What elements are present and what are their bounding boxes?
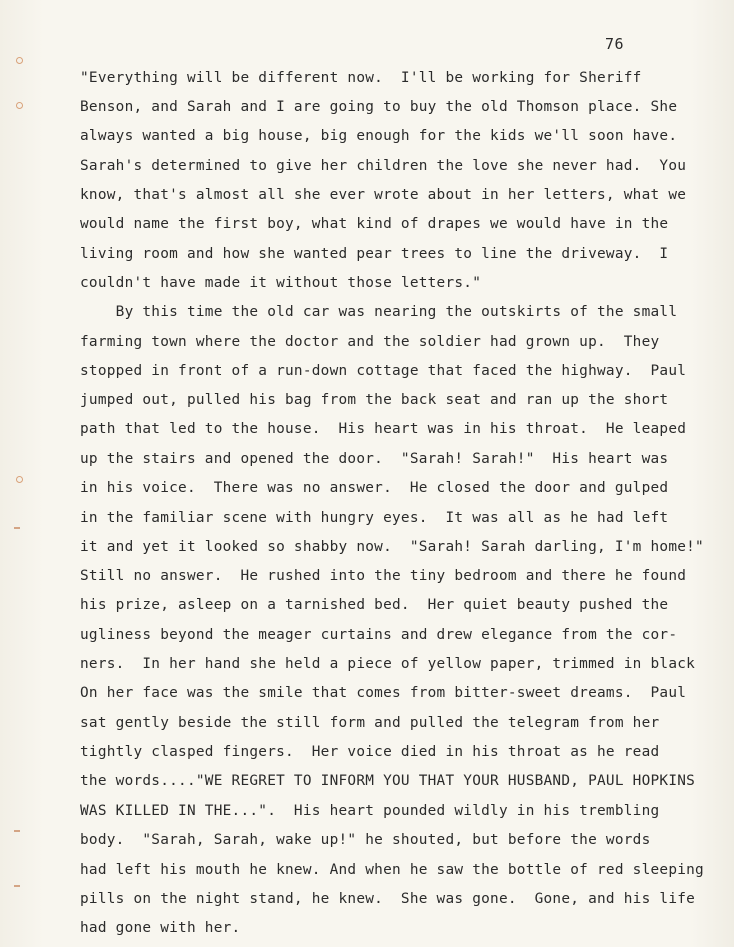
text-line: had left his mouth he knew. And when he saw the bottle of red sleeping (80, 862, 704, 878)
text-line: WAS KILLED IN THE...". His heart pounded wildly in his trembling (80, 803, 660, 819)
text-line: in his voice. There was no answer. He closed the door and gulped (80, 480, 669, 496)
text-line: it and yet it looked so shabby now. "Sarah! Sarah darling, I'm home!" (80, 539, 704, 555)
text-line: Still no answer. He rushed into the tiny bedroom and there he found (80, 568, 687, 584)
text-line: couldn't have made it without those letters." (80, 275, 482, 291)
text-line: ugliness beyond the meager curtains and drew elegance from the cor- (80, 627, 678, 643)
margin-dash-mark (14, 527, 20, 529)
text-line: his prize, asleep on a tarnished bed. Her quiet beauty pushed the (80, 597, 669, 613)
margin-punch-mark (16, 476, 23, 483)
text-line: ners. In her hand she held a piece of yellow paper, trimmed in black (80, 656, 696, 672)
text-line: jumped out, pulled his bag from the back seat and ran up the short (80, 392, 669, 408)
text-line: living room and how she wanted pear trees to line the driveway. I (80, 246, 669, 262)
text-line: path that led to the house. His heart was in his throat. He leaped (80, 421, 687, 437)
text-line: the words...."WE REGRET TO INFORM YOU THAT YOUR HUSBAND, PAUL HOPKINS (80, 773, 696, 789)
text-line: tightly clasped fingers. Her voice died in his throat as he read (80, 744, 660, 760)
margin-punch-mark (16, 57, 23, 64)
text-line: body. "Sarah, Sarah, wake up!" he shouted, but before the words (80, 832, 651, 848)
text-line: sat gently beside the still form and pulled the telegram from her (80, 715, 660, 731)
text-line: "Everything will be different now. I'll be working for Sheriff (80, 70, 642, 86)
text-line: would name the first boy, what kind of drapes we would have in the (80, 216, 669, 232)
text-line: always wanted a big house, big enough for the kids we'll soon have. (80, 128, 678, 144)
margin-dash-mark (14, 830, 20, 832)
text-line: Benson, and Sarah and I are going to buy the old Thomson place. She (80, 99, 678, 115)
text-line: know, that's almost all she ever wrote about in her letters, what we (80, 187, 687, 203)
text-line: pills on the night stand, he knew. She was gone. Gone, and his life (80, 891, 696, 907)
margin-dash-mark (14, 885, 20, 887)
margin-punch-mark (16, 102, 23, 109)
text-line: Sarah's determined to give her children the love she never had. You (80, 158, 687, 174)
text-line: stopped in front of a run-down cottage that faced the highway. Paul (80, 363, 687, 379)
text-line: On her face was the smile that comes from bitter-sweet dreams. Paul (80, 685, 687, 701)
text-line: By this time the old car was nearing the outskirts of the small (80, 304, 678, 320)
page-number: 76 (605, 35, 625, 53)
text-line: farming town where the doctor and the soldier had grown up. They (80, 334, 660, 350)
text-line: up the stairs and opened the door. "Sarah! Sarah!" His heart was (80, 451, 669, 467)
text-line: had gone with her. (80, 920, 241, 936)
text-line: in the familiar scene with hungry eyes. It was all as he had left (80, 510, 669, 526)
